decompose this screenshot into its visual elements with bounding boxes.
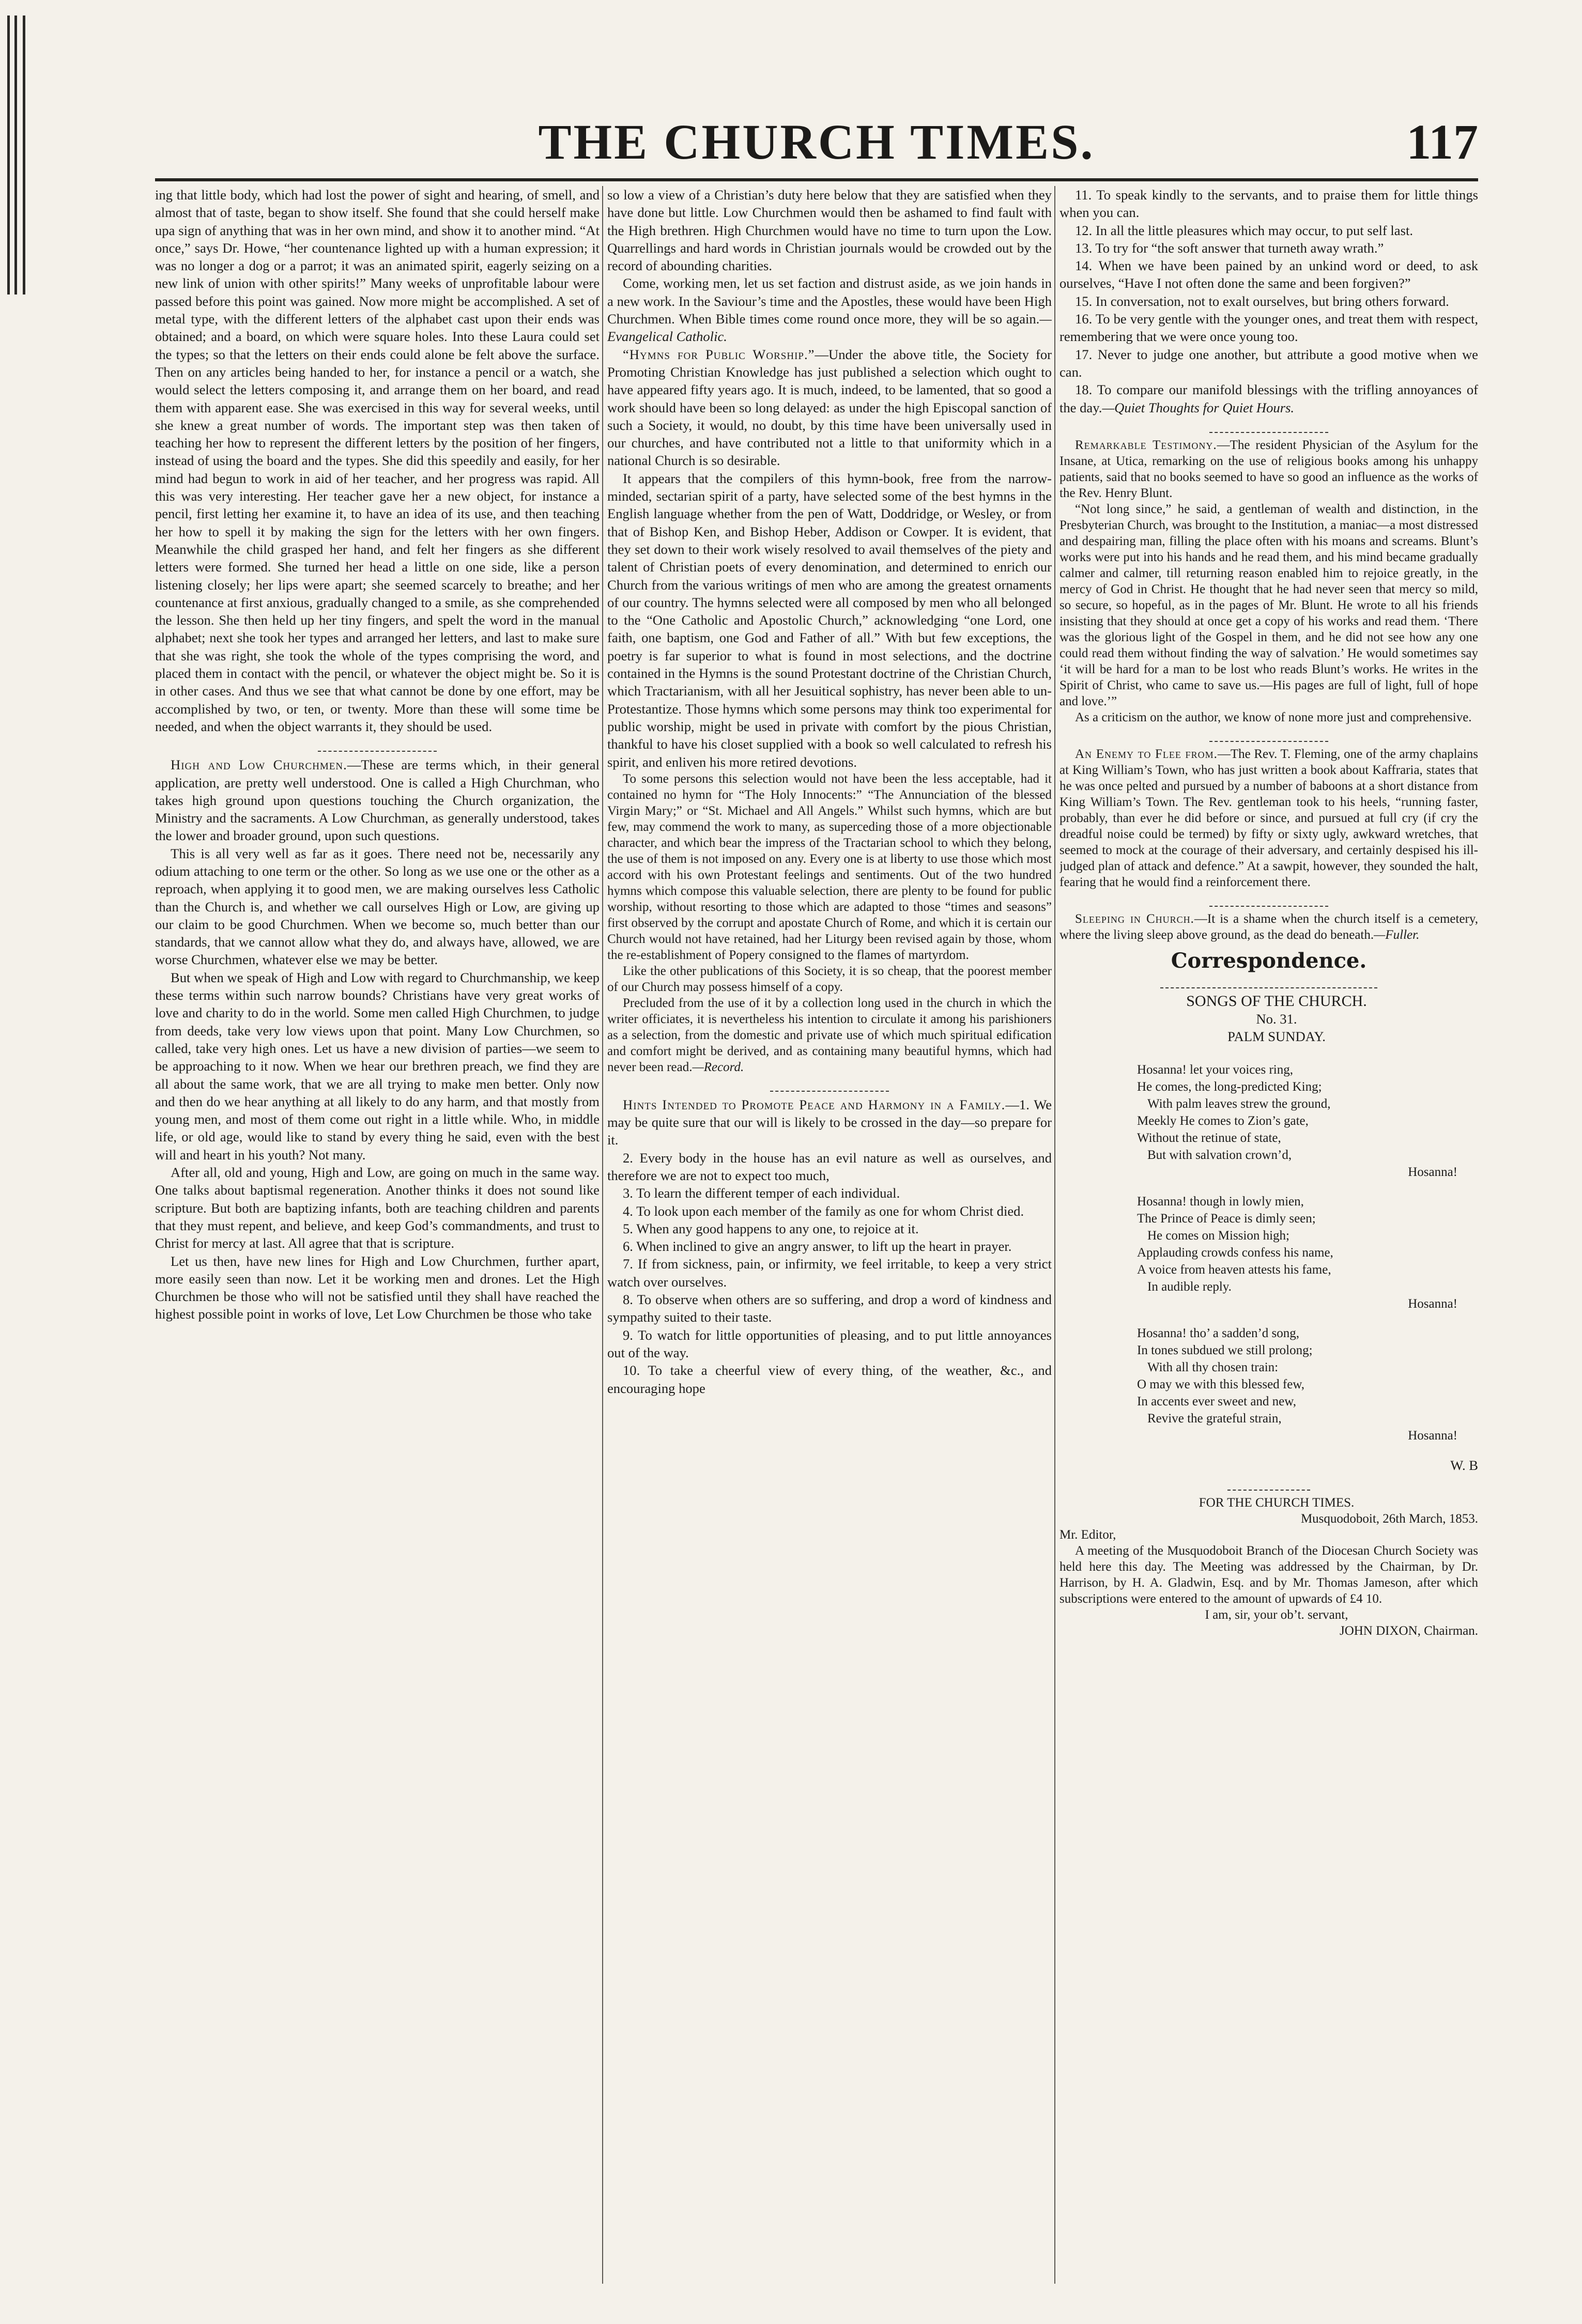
section-separator bbox=[1227, 1477, 1310, 1491]
poem-refrain: Hosanna! bbox=[1408, 1428, 1457, 1443]
letter-salutation: Mr. Editor, bbox=[1059, 1528, 1116, 1542]
article-paragraph: As a criticism on the author, we know of none more just and comprehensive. bbox=[1075, 710, 1472, 724]
article-text: Come, working men, let us set faction and distrust aside, as we join hands in a new work. In the Saviour’s time and the Apostles, these would have been High Churchmen. When Bible times come round once more, they will be so again. bbox=[607, 275, 1052, 327]
article-paragraph: “Not long since,” he said, a gentleman of wealth and distinction, in the Presbyterian Church, was brought to the Institution, a maniac—a most distressed and despairing man, filling the place often with his moans and screams. Blunt’s works were put into his hands and he read them, and his mind became gradually calmer and calmer, till returning reason enabled him to rejoice greatly, in the mercy of God in Christ. He thought that he had never seen that mercy so mild, so secure, so hopeful, as in the pages of Mr. Blunt. He wrote to all his friends insisting that they should at once get a copy of his works and read them. ‘There was the glorious light of the Gospel in them, and he did not see how any one could read them without finding the way of salvation.’ He would sometimes say ‘it will be hard for a man to be lost who reads Blunt’s works. He writes in the Spirit of Christ, who came to save us.—His pages are full of light, full of hope and love.’” bbox=[1059, 502, 1478, 708]
list-item: 9. To watch for little opportunities of pleasing, and to put little annoyances out of the way. bbox=[607, 1327, 1052, 1360]
poem-line: Without the retinue of state, bbox=[1137, 1130, 1281, 1145]
article-testimony bbox=[1059, 437, 1478, 501]
page-header bbox=[155, 111, 1478, 189]
article-source: —Record. bbox=[692, 1060, 744, 1074]
list-item: 10. To take a cheerful view of every thing, of the weather, &c., and encouraging hope bbox=[607, 1362, 1052, 1396]
letter-heading: FOR THE CHURCH TIMES. bbox=[1199, 1496, 1355, 1510]
poem-refrain: Hosanna! bbox=[1408, 1165, 1457, 1179]
header-rule bbox=[155, 178, 1478, 181]
column-1 bbox=[155, 186, 600, 2294]
poem-line: In audible reply. bbox=[1147, 1279, 1232, 1294]
poem-stanza bbox=[1137, 1325, 1478, 1444]
article-paragraph: To some persons this selection would not have been the less acceptable, had it contained no hymn for “The Holy Innocents:” “The Annunciation of the blessed Virgin Mary;” or “St. Michael and All Angels.” Whilst such hymns, which are but few, may commend the work to many, as superceding those of a more objectionable character, and which bear the impress of the Tractarian school to which they belong, the use of them is not imposed on any. Every one is at liberty to use those which most accord with his own Protestant feelings and sentiments. Out of the two hundred hymns which compose this valuable selection, there are plenty to be found for public worship, without resorting to those which are adapted to those “times and seasons” first observed by the corrupt and apostate Church of Rome, and which it is certain our Church would not have retained, had her Liturgy been revised again by those, whom the re-establishment of Popery consigned to the flames of martyrdom. bbox=[607, 771, 1052, 962]
section-separator bbox=[318, 738, 437, 752]
poem-subtitle: PALM SUNDAY. bbox=[1227, 1029, 1326, 1045]
page-number: 117 bbox=[1406, 114, 1478, 169]
poem-line: Hosanna! though in lowly mien, bbox=[1137, 1194, 1304, 1209]
article-hymns bbox=[607, 346, 1052, 470]
article-paragraph bbox=[607, 995, 1052, 1075]
list-item: 15. In conversation, not to exalt ourselves, but bring others forward. bbox=[1075, 293, 1449, 309]
poem-line: A voice from heaven attests his fame, bbox=[1137, 1262, 1331, 1277]
article-paragraph bbox=[607, 274, 1052, 345]
poem-stanza bbox=[1137, 1193, 1478, 1312]
article-text: 18. To compare our manifold blessings with the trifling annoyances of the day. bbox=[1059, 382, 1478, 415]
poem-title: SONGS OF THE CHURCH. bbox=[1186, 992, 1367, 1010]
article-text: Precluded from the use of it by a collection long used in the church in which the writer officiates, it is nevertheless his intention to circulate it among his parishioners as a selection, from the domestic and private use of which much spiritual edification and comfort might be derived, and as containing many beautiful hymns, which had never been read. bbox=[607, 996, 1052, 1074]
column-divider bbox=[602, 186, 603, 2284]
section-heading-correspondence: Correspondence. bbox=[1171, 948, 1367, 973]
list-item: 7. If from sickness, pain, or infirmity, we feel irritable, to keep a very strict watch over ourselves. bbox=[607, 1256, 1052, 1290]
section-separator bbox=[1209, 420, 1328, 433]
poem-body bbox=[1059, 1061, 1478, 1444]
poem-number: No. 31. bbox=[1256, 1011, 1297, 1027]
article-paragraph: so low a view of a Christian’s duty here below that they are satisfied when they have done but little. Low Churchmen would then be ashamed to find fault with the High brethren. High Churchmen would have no time to turn upon the Low. Quarrellings and hard words in Christian journals would be crowded out by the record of abounding charities. bbox=[607, 187, 1052, 274]
list-item bbox=[1059, 381, 1478, 416]
list-item: 12. In all the little pleasures which may occur, to put self last. bbox=[1075, 222, 1414, 238]
article-heading: An Enemy to Flee from. bbox=[1075, 747, 1218, 761]
list-item: 8. To observe when others are so suffering, and drop a word of kindness and sympathy suited to their taste. bbox=[607, 1292, 1052, 1325]
poem-line: In accents ever sweet and new, bbox=[1137, 1394, 1296, 1408]
article-heading: High and Low Churchmen. bbox=[171, 757, 347, 773]
poem-line: With all thy chosen train: bbox=[1147, 1360, 1279, 1374]
poem-line: Hosanna! tho’ a sadden’d song, bbox=[1137, 1326, 1300, 1340]
poem-line: Hosanna! let your voices ring, bbox=[1137, 1062, 1294, 1077]
masthead-title: THE CHURCH TIMES. bbox=[538, 114, 1095, 169]
poem-refrain: Hosanna! bbox=[1408, 1296, 1457, 1311]
section-separator bbox=[1160, 975, 1377, 988]
article-heading: Sleeping in Church. bbox=[1075, 911, 1194, 926]
poem-line: Revive the grateful strain, bbox=[1147, 1411, 1282, 1426]
column-2 bbox=[607, 186, 1052, 2294]
list-item: 14. When we have been pained by an unkind word or deed, to ask ourselves, “Have I not often done the same and been forgiven?” bbox=[1059, 258, 1478, 291]
section-separator bbox=[1209, 893, 1328, 907]
list-item: 5. When any good happens to any one, to rejoice at it. bbox=[623, 1220, 919, 1236]
article-paragraph: Like the other publications of this Society, it is so cheap, that the poorest member of our Church may possess himself of a copy. bbox=[607, 964, 1052, 994]
article-heading: Hints Intended to Promote Peace and Harmony in a Family. bbox=[623, 1096, 1006, 1112]
article-paragraph: Let us then, have new lines for High and Low Churchmen, further apart, more easily seen than now. Let it be working men and drones. Let the High Churchmen be those who will not be satisfied until they shall have reached the highest possible point in works of love, Let Low Churchmen be those who take bbox=[155, 1253, 600, 1322]
list-item: 11. To speak kindly to the servants, and to praise them for little things when you can. bbox=[1059, 187, 1478, 221]
article-text: —These are terms which, in their general application, are pretty well understood. One is called a High Churchman, who takes high ground upon questions touching the Church organization, the Ministry and the sacraments. A Low Churchman, as generally understood, takes the lower and broader ground, upon such questions. bbox=[155, 757, 600, 844]
article-text: —The Rev. T. Fleming, one of the army chaplains at King William’s Town, who has just written a book about Kaffraria, states that he was once pelted and pursued by a number of baboons at a short distance from King William’s Town. The Rev. gentleman took to his heels, “running faster, probably, than ever he did before or since, and pursued at full cry (if cry the dreadful noise could be termed) by fifty or sixty ugly, awkward wretches, that seemed to mock at the courage of their adversary, and certainly despised his ill-judged plan of attack and defence.” At a sawpit, however, they sounded the halt, fearing that he would find a reinforcement there. bbox=[1059, 747, 1478, 889]
poem-signature: W. B bbox=[1450, 1457, 1478, 1473]
section-separator bbox=[1209, 729, 1328, 742]
letter-closing: I am, sir, your ob’t. servant, bbox=[1205, 1608, 1348, 1622]
poem-line: But with salvation crown’d, bbox=[1147, 1148, 1292, 1162]
poem-stanza bbox=[1137, 1061, 1478, 1181]
article-text: —The resident Physician of the Asylum for the Insane, at Utica, remarking on the use of religious books among his unhappy patients, said that no books seemed to have so good an influence as the works of the Rev. Henry Blunt. bbox=[1059, 438, 1478, 500]
article-paragraph: After all, old and young, High and Low, are going on much in the same way. One talks about baptismal regeneration. Another thinks it does not sound like scripture. But both are baptizing infants, both are teaching children and parents that they must repent, and believe, and keep God’s commandments, and trust to Christ for mercy at last. All agree that that is scripture. bbox=[155, 1165, 600, 1251]
poem-line: Applauding crowds confess his name, bbox=[1137, 1245, 1333, 1260]
article-text: —It is a shame when the church itself is a cemetery, where the living sleep above ground, as the dead do beneath. bbox=[1059, 911, 1478, 942]
article-heading: “Hymns for Public Worship.” bbox=[623, 346, 815, 362]
poem-line: The Prince of Peace is dimly seen; bbox=[1137, 1211, 1316, 1226]
list-item: 17. Never to judge one another, but attribute a good motive when we can. bbox=[1059, 346, 1478, 380]
article-sleeping bbox=[1059, 911, 1478, 943]
list-item: 3. To learn the different temper of each individual. bbox=[623, 1185, 900, 1201]
article-source: —Fuller. bbox=[1374, 927, 1420, 942]
column-3 bbox=[1059, 186, 1478, 2294]
poem-line: Meekly He comes to Zion’s gate, bbox=[1137, 1113, 1309, 1128]
article-paragraph: But when we speak of High and Low with regard to Churchmanship, we keep these terms within such narrow bounds? Christians have very great works of love and charity to do in the world. Some men called High Churchmen, to judge from deeds, take very low views upon that point. Many Low Churchmen, so called, take very high ones. Let us have a new division of parties—we seem to be approaching to it now. When we hear our brethren preach, we find they are all about the same work, that we are all trying to make men better. Only now and then do we hear anything at all likely to do any harm, and that mostly from young men, and most of them come out right in a little while. Who, in middle life, or old age, would like to stand by every thing he said, even with the best will and heart in his youth? Not many. bbox=[155, 969, 600, 1163]
article-heading: Remarkable Testimony. bbox=[1075, 438, 1217, 452]
list-item: 4. To look upon each member of the family as one for whom Christ died. bbox=[623, 1203, 1024, 1219]
poem-line: He comes, the long-predicted King; bbox=[1137, 1079, 1322, 1094]
letter-signature: JOHN DIXON, Chairman. bbox=[1339, 1624, 1478, 1638]
binding-margin-lines bbox=[7, 16, 28, 295]
poem-line: With palm leaves strew the ground, bbox=[1147, 1096, 1331, 1111]
list-item: 6. When inclined to give an angry answer, to lift up the heart in prayer. bbox=[623, 1238, 1012, 1254]
column-divider bbox=[1054, 186, 1055, 2284]
poem-line: He comes on Mission high; bbox=[1147, 1228, 1289, 1243]
letter-body: A meeting of the Musquodoboit Branch of the Diocesan Church Society was held here this day. The Meeting was addressed by the Chairman, by Dr. Harrison, by H. A. Gladwin, Esq. and by Mr. Thomas Jameson, after which subscriptions were entered to the amount of upwards of £4 10. bbox=[1059, 1544, 1478, 1606]
article-source: —Quiet Thoughts for Quiet Hours. bbox=[1102, 399, 1295, 415]
article-hints bbox=[607, 1096, 1052, 1149]
letter-place-date: Musquodoboit, 26th March, 1853. bbox=[1300, 1512, 1478, 1526]
poem-line: In tones subdued we still prolong; bbox=[1137, 1343, 1313, 1357]
article-high-low bbox=[155, 756, 600, 844]
article-enemy bbox=[1059, 746, 1478, 890]
list-item: 2. Every body in the house has an evil nature as well as ourselves, and therefore we are not to expect too much, bbox=[607, 1150, 1052, 1183]
section-separator bbox=[770, 1078, 889, 1092]
article-text: —1. We may be quite sure that our will is likely to be crossed in the day—so prepare for it. bbox=[607, 1096, 1052, 1148]
poem-line: O may we with this blessed few, bbox=[1137, 1377, 1305, 1391]
article-paragraph: This is all very well as far as it goes. There need not be, necessarily any odium attaching to one term or the other. So long as we use one or the other as a reproach, when applying it to good men, we are making ourselves less Catholic than the Church is, and whether we call ourselves High or Low, are giving up our claim to be good Churchmen. When we become so, much better than our standards, that we cannot allow what they do, and always have, allowed, we are worse Churchmen, whatever else we may be better. bbox=[155, 845, 600, 968]
article-continuation: ing that little body, which had lost the power of sight and hearing, of smell, and almost that of taste, began to show itself. She found that she could herself make upa sign of anything that was in her own mind, and show it to another mind. “At once,” says Dr. Howe, “her countenance lighted up with a human expression; it was no longer a dog or a parrot; it was an animated spirit, eagerly seizing on a new link of union with other spirits!” Many weeks of unprofitable labour were passed before this point was gained. Now more might be accomplished. A set of metal type, with the different letters of the alphabet cast upon their ends was obtained; and a board, on which were square holes. Into these Laura could set the types; so that the letters on their ends could alone be felt above the surface. Then on any articles being handed to her, for instance a pencil or a watch, she would select the letters composing it, and arrange them on her board, and read them with apparent ease. She was exercised in this way for several weeks, until she knew a great number of words. The important step was then taken of teaching her how to represent the different letters by the position of her fingers, instead of using the board and the types. She did this speedily and easily, for her mind had begun to work in aid of her teacher, and her progress was rapid. All this was very interesting. Her teacher gave her a new object, for instance a pencil, first letting her examine it, to have an idea of its use, and then teaching her how to spell it by making the sign for the letters with her own fingers. Meanwhile the child grasped her hand, and felt her fingers as she different letters were formed. She turned her head a little on one side, like a person listening closely; her lips were apart; she seemed scarcely to breathe; and her countenance at first anxious, gradually changed to a smile, as she comprehended the lesson. She then held up her tiny fingers, and spelt the word in the manual alphabet; next she took her types and arranged her letters, and last to make sure that she was right, she took the whole of the types comprising the word, and placed them in contact with the pencil, or whatever the object might be. So it is in other cases. And thus we see that what cannot be done by one effort, may be accomplished by two, or ten, or twenty. More than these will some time be needed, and when the object warrants it, they should be used. bbox=[155, 187, 600, 734]
article-text: —Under the above title, the Society for Promoting Christian Knowledge has just published a selection which ought to have appeared fifty years ago. It is much, indeed, to be lamented, that so good a work should have been so long delayed: as under the high Episcopal sanction of such a Society, it would, no doubt, by this time have been universally used in our churches, and have contributed not a little to that uniformity which in a national Church is so desirable. bbox=[607, 346, 1052, 469]
article-source: —Evangelical Catholic. bbox=[607, 311, 1052, 345]
list-item: 13. To try for “the soft answer that turneth away wrath.” bbox=[1075, 240, 1384, 256]
article-paragraph: It appears that the compilers of this hymn-book, free from the narrow-minded, sectarian spirit of a party, have selected some of the best hymns in the English language whether from the pen of Watt, Doddridge, or Wesley, or from that of Bishop Ken, and Bishop Heber, Addison or Cowper. It is evident, that they set down to their work wisely resolved to avail themselves of the piety and talent of Christian poets of every denomination, and determined to enrich our Church from the various writings of men who are among the greatest ornaments of our country. The hymns selected were all composed by men who all belonged to the “One Catholic and Apostolic Church,” acknowledging “one Lord, one faith, one baptism, one God and Father of all.” With but few exceptions, the poetry is far superior to what is found in most selections, and the doctrine contained in the Hymns is the sound Protestant doctrine of the Christian Church, which Tractarianism, with all her Jesuitical sophistry, has never been able to un-Protestantize. Those hymns which some persons may think too experimental for public worship, might be used in private with comfort by the pious Christian, thankful to have his closet supplied with a book so well calculated to refresh his spirit, and enliven his more retired devotions. bbox=[607, 470, 1052, 770]
list-item: 16. To be very gentle with the younger ones, and treat them with respect, remembering that we were once young too. bbox=[1059, 311, 1478, 345]
